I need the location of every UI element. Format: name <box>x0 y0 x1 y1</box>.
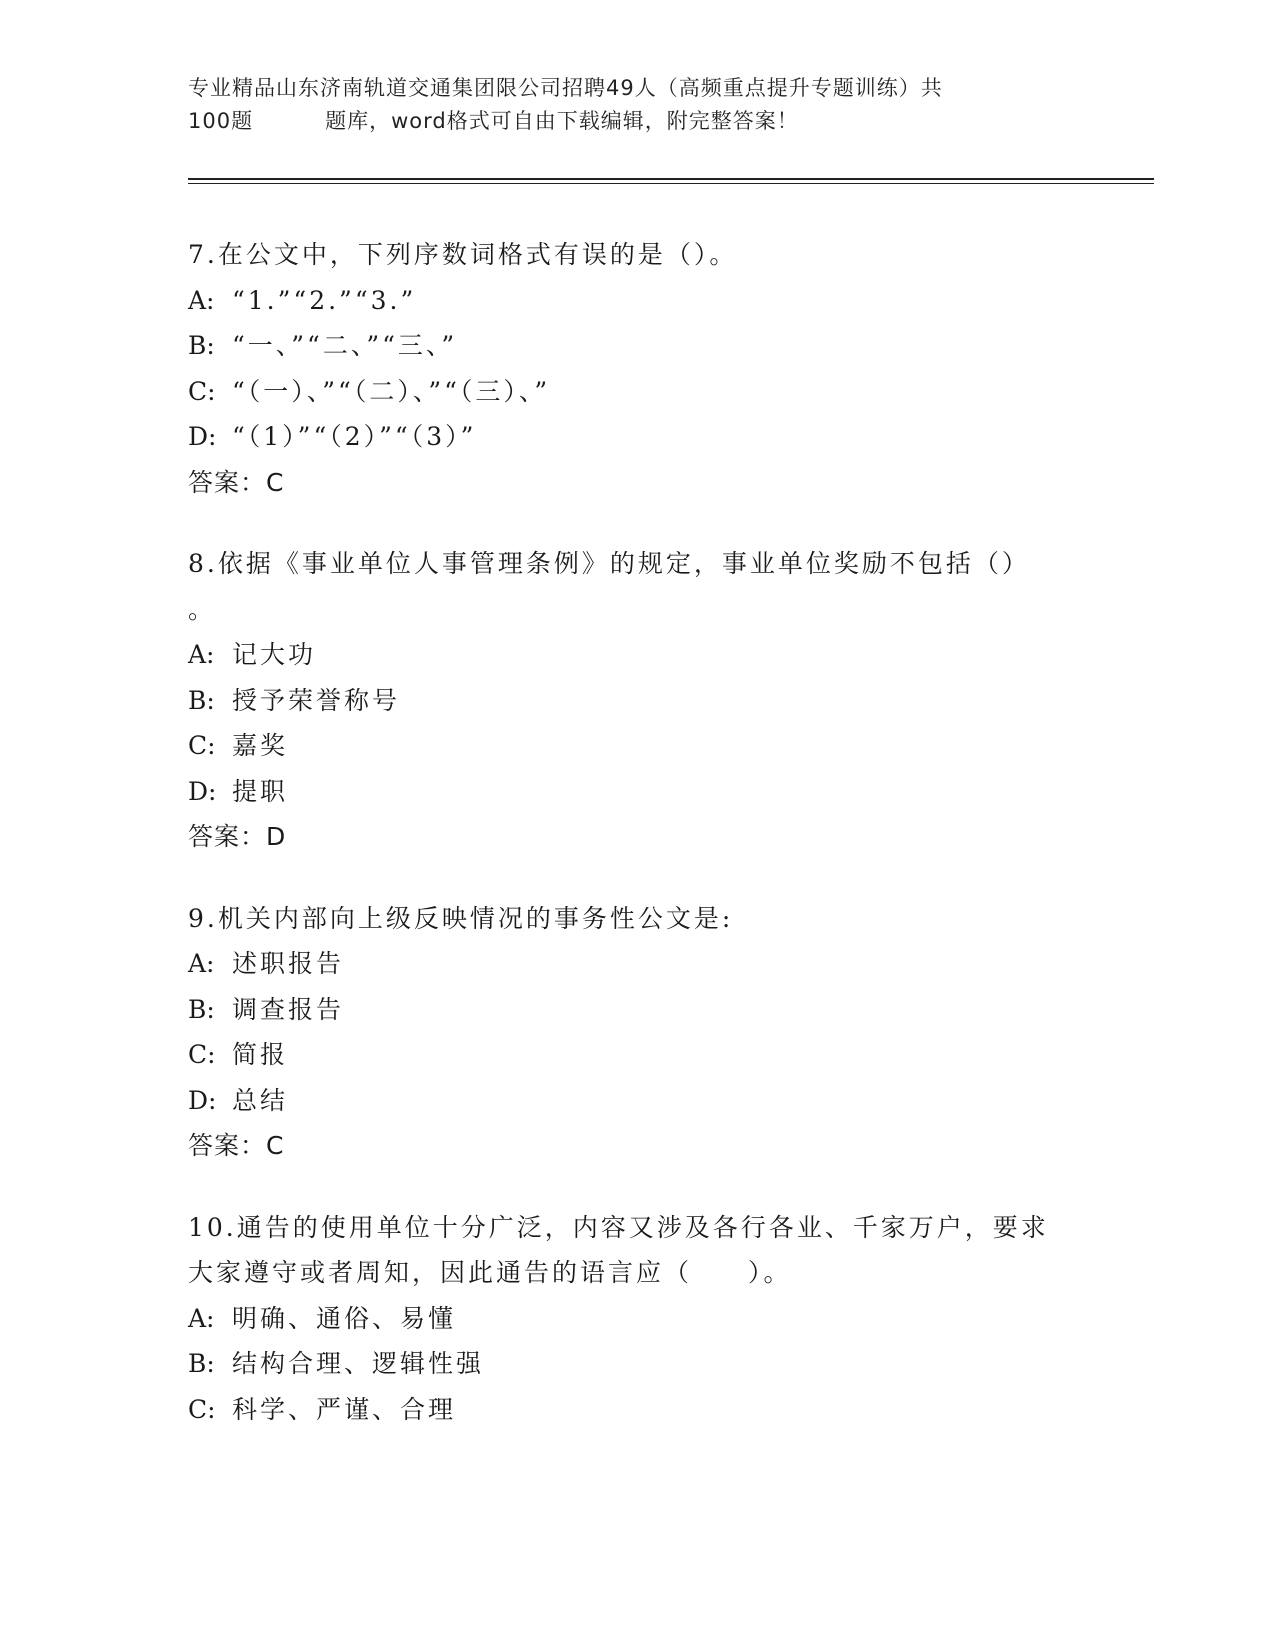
option <box>188 632 1088 678</box>
question-block <box>188 896 1088 1169</box>
option-letter: D: <box>188 1085 217 1115</box>
option <box>188 723 1088 769</box>
question-block <box>188 541 1088 860</box>
question-text: 8.依据《事业单位人事管理条例》的规定，事业单位奖励不包括（） <box>188 549 1030 578</box>
option <box>188 369 1088 415</box>
option-text: 科学、严谨、合理 <box>232 1394 457 1424</box>
option-letter: B: <box>188 685 215 715</box>
option-text: “（1）”“（2）”“（3）” <box>232 422 477 451</box>
option-letter: C: <box>188 1394 216 1424</box>
option-text: 述职报告 <box>232 949 345 978</box>
option <box>188 987 1088 1033</box>
option-text: 结构合理、逻辑性强 <box>232 1349 485 1378</box>
question-text: 。 <box>188 594 217 624</box>
option-text: 授予荣誉称号 <box>232 685 401 715</box>
option-text: 简报 <box>232 1040 289 1069</box>
option-letter: D: <box>188 422 217 451</box>
header-divider-thick <box>188 178 1154 180</box>
option <box>188 678 1088 724</box>
option <box>188 323 1088 369</box>
option-letter: C: <box>188 1040 216 1069</box>
option-text: “一、”“二、”“三、” <box>232 331 458 360</box>
answer: 答案：D <box>188 822 287 851</box>
header-divider-thin <box>188 183 1154 184</box>
option-text: “（一）、”“（二）、”“（三）、” <box>232 376 551 406</box>
question-block <box>188 232 1088 505</box>
option-text: 总结 <box>232 1085 289 1115</box>
option-letter: B: <box>188 331 215 360</box>
option-letter: A: <box>188 640 215 669</box>
option-text: 调查报告 <box>232 994 345 1024</box>
question-text: 大家遵守或者周知，因此通告的语言应（ ）。 <box>188 1258 792 1287</box>
option-letter: D: <box>188 776 217 806</box>
option <box>188 1078 1088 1124</box>
header-question-count: 100题 <box>188 109 254 133</box>
question-list <box>188 232 1088 1468</box>
option-letter: A: <box>188 1303 215 1333</box>
option-text: 嘉奖 <box>232 731 289 760</box>
header-line-1: 专业精品山东济南轨道交通集团限公司招聘49人（高频重点提升专题训练）共 <box>188 76 943 100</box>
option-text: “1.”“2.”“3.” <box>232 285 417 315</box>
option-letter: A: <box>188 285 215 315</box>
option <box>188 769 1088 815</box>
option-letter: B: <box>188 1349 215 1378</box>
option-text: 记大功 <box>232 640 317 669</box>
option-text: 明确、通俗、易懂 <box>232 1303 457 1333</box>
header-description: 题库，word格式可自由下载编辑，附完整答案！ <box>325 109 799 133</box>
option-letter: C: <box>188 376 216 406</box>
header-line-2 <box>188 105 1068 138</box>
document-header <box>188 72 1068 138</box>
question-block <box>188 1205 1088 1433</box>
option-text: 提职 <box>232 776 289 806</box>
option <box>188 414 1088 460</box>
question-text: 7.在公文中，下列序数词格式有误的是（）。 <box>188 240 738 269</box>
option <box>188 1387 1088 1433</box>
option-letter: C: <box>188 731 216 760</box>
question-text: 10.通告的使用单位十分广泛，内容又涉及各行各业、千家万户，要求 <box>188 1212 1049 1242</box>
question-text: 9.机关内部向上级反映情况的事务性公文是: <box>188 903 734 933</box>
answer: 答案：C <box>188 1131 285 1160</box>
option <box>188 1032 1088 1078</box>
option-letter: B: <box>188 994 215 1024</box>
option <box>188 278 1088 324</box>
option <box>188 1296 1088 1342</box>
option <box>188 941 1088 987</box>
option <box>188 1341 1088 1387</box>
answer: 答案：C <box>188 467 285 497</box>
option-letter: A: <box>188 949 215 978</box>
